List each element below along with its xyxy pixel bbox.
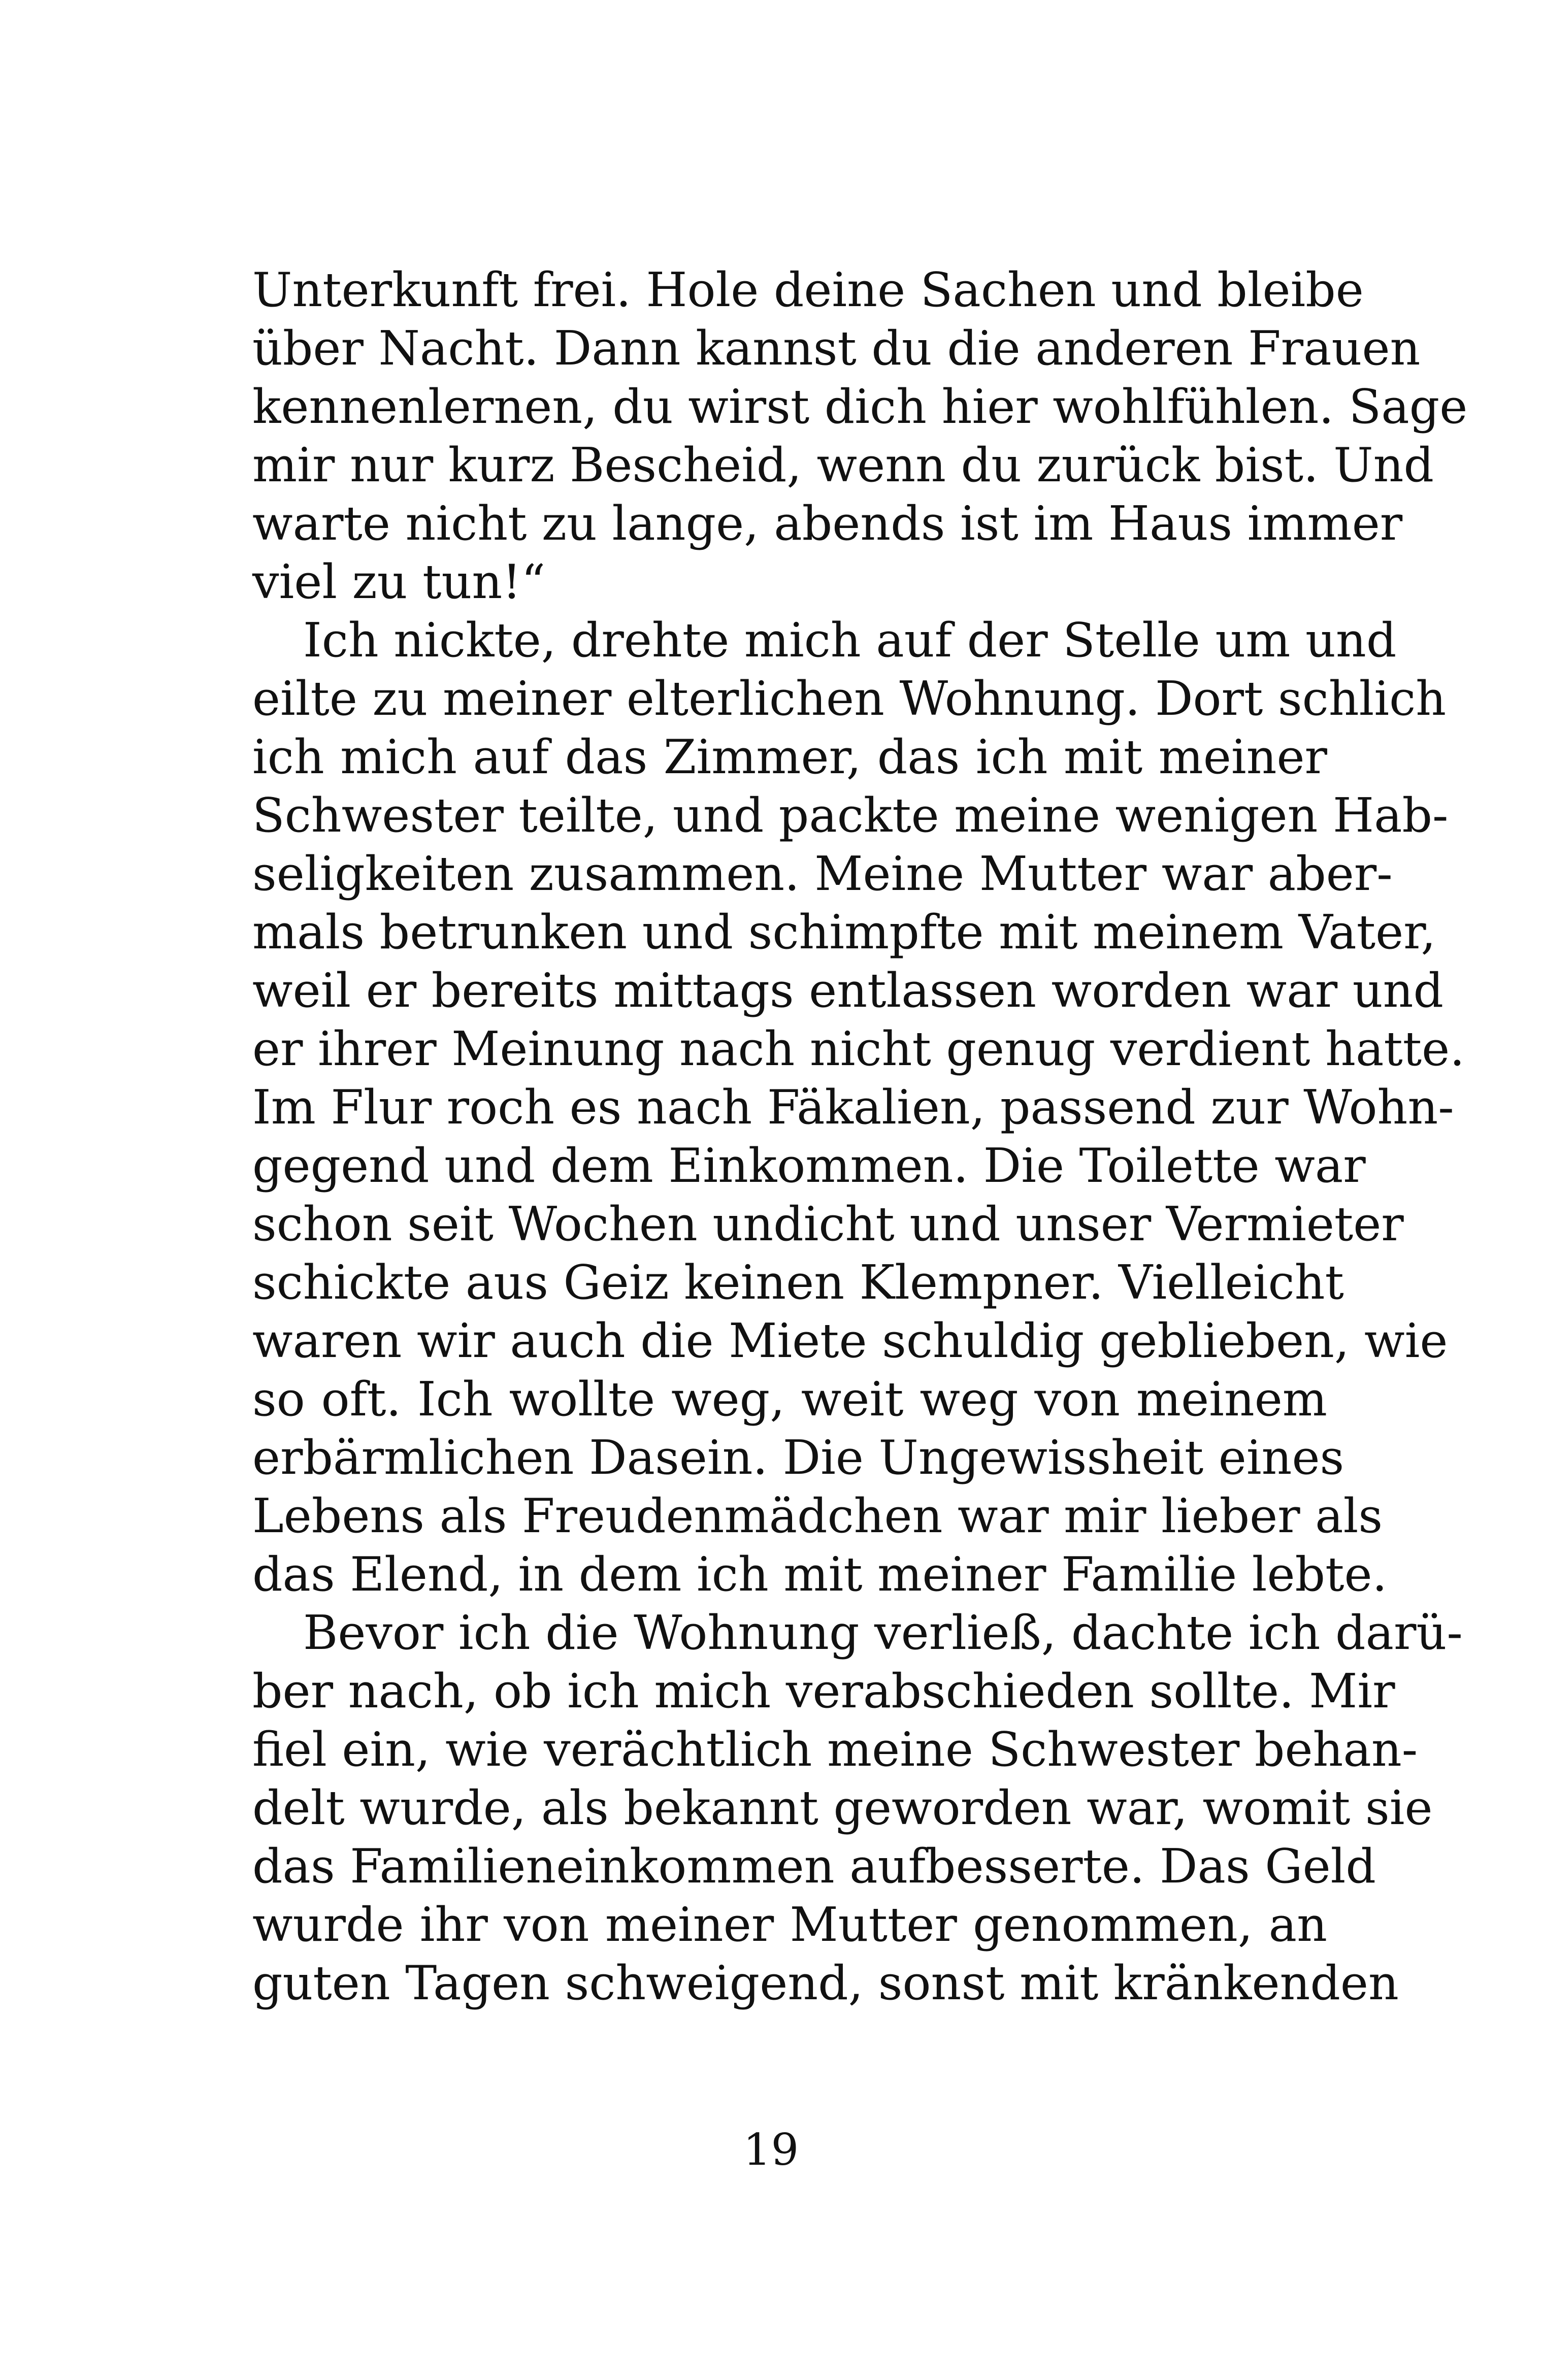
text-line: gegend und dem Einkommen. Die Toilette war	[252, 1138, 1366, 1193]
paragraph	[252, 1604, 1463, 2012]
text-line: Unterkunft frei. Hole deine Sachen und bleibe	[252, 262, 1364, 317]
page-number: 19	[743, 2125, 799, 2175]
body-text	[252, 261, 1468, 2012]
text-line: Ich nickte, drehte mich auf der Stelle um und	[303, 613, 1397, 668]
text-line: Schwester teilte, und packte meine wenigen Hab-	[252, 788, 1449, 843]
text-line: mir nur kurz Bescheid, wenn du zurück bist. Und	[252, 438, 1434, 492]
paragraph	[252, 261, 1468, 611]
text-line: das Familieneinkommen aufbesserte. Das Geld	[252, 1839, 1376, 1894]
text-line: er ihrer Meinung nach nicht genug verdient hatte.	[252, 1021, 1465, 1076]
text-line: ich mich auf das Zimmer, das ich mit meiner	[252, 730, 1327, 784]
text-line: Lebens als Freudenmädchen war mir lieber als	[252, 1489, 1383, 1543]
text-line: weil er bereits mittags entlassen worden war und	[252, 963, 1444, 1018]
text-line: schickte aus Geiz keinen Klempner. Vielleicht	[252, 1255, 1344, 1310]
text-line: ber nach, ob ich mich verabschieden sollte. Mir	[252, 1664, 1395, 1718]
paragraph	[252, 611, 1465, 1604]
text-line: guten Tagen schweigend, sonst mit kränkenden	[252, 1956, 1399, 2010]
text-line: so oft. Ich wollte weg, weit weg von meinem	[252, 1372, 1327, 1427]
text-line: delt wurde, als bekannt geworden war, womit sie	[252, 1780, 1433, 1835]
text-line: Im Flur roch es nach Fäkalien, passend zur Wohn-	[252, 1080, 1454, 1135]
text-line: über Nacht. Dann kannst du die anderen Frauen	[252, 321, 1421, 376]
text-line: erbärmlichen Dasein. Die Ungewissheit eines	[252, 1430, 1344, 1485]
text-line: viel zu tun!“	[252, 554, 546, 609]
text-line: wurde ihr von meiner Mutter genommen, an	[252, 1897, 1327, 1952]
text-line: das Elend, in dem ich mit meiner Familie lebte.	[252, 1547, 1388, 1602]
text-line: kennenlernen, du wirst dich hier wohlfühlen. Sage	[252, 379, 1468, 434]
text-line: mals betrunken und schimpfte mit meinem Vater,	[252, 905, 1436, 960]
text-line: waren wir auch die Miete schuldig geblieben, wie	[252, 1313, 1448, 1368]
text-line: Bevor ich die Wohnung verließ, dachte ich darü-	[303, 1605, 1463, 1660]
text-line: fiel ein, wie verächtlich meine Schwester behan-	[252, 1722, 1418, 1777]
text-line: schon seit Wochen undicht und unser Vermieter	[252, 1197, 1404, 1251]
text-line: warte nicht zu lange, abends ist im Haus immer	[252, 496, 1403, 551]
text-line: seligkeiten zusammen. Meine Mutter war aber-	[252, 846, 1393, 901]
text-line: eilte zu meiner elterlichen Wohnung. Dort schlich	[252, 671, 1447, 726]
